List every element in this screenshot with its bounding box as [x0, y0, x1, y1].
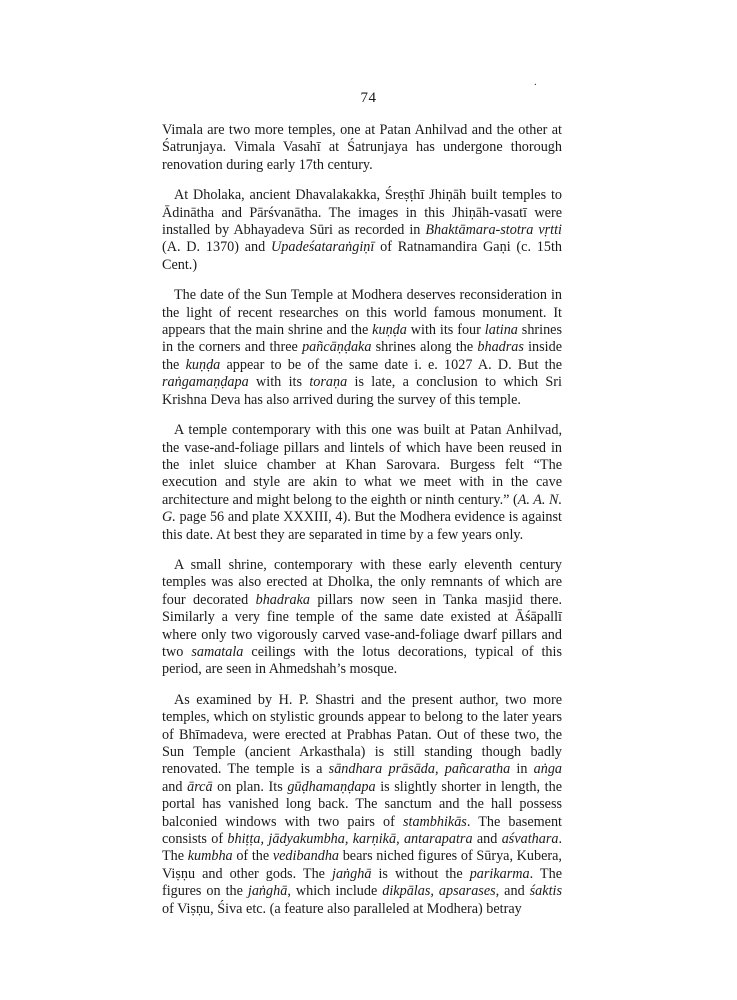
italic-term: pañcāṇḍaka: [302, 339, 372, 356]
italic-term: dikpālas, apsarases,: [382, 883, 500, 900]
italic-term: ārcā: [187, 778, 213, 795]
italic-term: kuṇḍa: [372, 322, 407, 339]
italic-term: bhadras: [477, 339, 524, 356]
italic-term: stambhikās: [402, 813, 467, 830]
italic-term: śaktis: [529, 883, 562, 900]
italic-term: aṅga: [533, 761, 562, 778]
paragraph: [162, 422, 562, 544]
italic-term: gūḍhamaṇḍapa: [287, 778, 376, 795]
italic-term: sāndhara prāsāda: [328, 761, 435, 778]
text-run: and: [472, 831, 502, 848]
italic-term: kuṇḍa: [185, 356, 221, 373]
text-run: . The: [162, 831, 562, 865]
text-run: A small shrine, contemporary with these early eleventh century temples was also erected at Dholka, the only remnants of which are four decorated: [162, 556, 562, 608]
italic-term: latina: [484, 322, 518, 339]
text-run: At Dholaka, ancient Dhavalakakka, Śreṣṭhī Jhiṇāh built temples to Ādinātha and Pārśvanātha. The images in this Jhiṇāh-vasatī were installed by Abhayadeva Sūri as recorded in: [162, 187, 562, 239]
text-run: ceilings with the lotus decorations, typical of this period, are seen in Ahmedshah’s mosque.: [162, 643, 562, 678]
text-run: is late, a conclusion to which Sri Krishna Deva has also arrived during the survey of this temple.: [162, 374, 562, 408]
text-run: is without the: [371, 865, 470, 882]
text-run: inside the: [162, 339, 563, 373]
text-run: , which include: [287, 883, 383, 900]
text-run: shrines along the: [371, 339, 478, 356]
text-run: . The basement consists of: [162, 813, 562, 848]
italic-term: jaṅghā: [247, 883, 288, 900]
italic-term: samatala: [191, 643, 244, 660]
italic-term: vedibandha: [272, 848, 340, 865]
text-run: of Viṣṇu, Śiva etc. (a feature also paralleled at Modhera) betray: [162, 900, 522, 917]
italic-term: Bhaktāmara-stotra vṛtti: [425, 222, 562, 239]
text-run: As examined by H. P. Shastri and the present author, two more temples, which on stylistic grounds appear to belong to the later years of Bhīmadeva, were erected at Prabhas Patan. Out of these two, the Sun Temple (ancient Arkasthala) is still standing though badly renovated. The temple is a: [162, 691, 562, 778]
italic-term: parikarma: [469, 865, 530, 882]
text-run: and: [162, 778, 188, 795]
paragraph: [162, 287, 562, 409]
italic-term: A. A. N. G.: [162, 491, 562, 526]
paragraph: [162, 122, 562, 174]
italic-term: aśvathara: [501, 831, 559, 848]
page-number: 74: [360, 90, 377, 106]
italic-term: bhadraka: [255, 591, 310, 608]
text-run: of the: [232, 848, 273, 865]
italic-term: jaṅghā: [332, 865, 372, 882]
text-run: shrines in the corners and three: [162, 322, 562, 356]
paragraph: [162, 692, 562, 918]
text-run: with its four: [406, 322, 485, 339]
text-run: ,: [435, 761, 445, 778]
text-run: bears niched figures of Sūrya, Kubera, Viṣṇu and other gods. The: [162, 848, 562, 882]
italic-term: kumbha: [187, 848, 233, 865]
text-run: Vimala are two more temples, one at Patan Anhilvad and the other at Śatrunjaya. Vimala Vasahī at Śatrunjaya has undergone thorough renovation during early 17th century.: [162, 122, 562, 173]
text-run: of Ratnamandira Gaṇi (c. 15th Cent.): [162, 239, 563, 273]
text-run: pillars now seen in Tanka masjid there. Similarly a very fine temple of the same date existed at Āśāpallī where only two vigorously carved vase-and-foliage dwarf pillars and two: [162, 591, 562, 660]
scan-mark: .: [534, 76, 537, 88]
text-run: The date of the Sun Temple at Modhera deserves reconsideration in the light of recent researches on this world famous monument. It appears that the main shrine and the: [162, 287, 562, 339]
italic-term: toraṇa: [309, 374, 348, 391]
paragraph: [162, 187, 562, 274]
text-run: with its: [248, 374, 310, 391]
text-run: appear to be of the same date i. e. 1027 A. D. But the: [220, 356, 562, 373]
text-run: (A. D. 1370) and: [162, 239, 272, 256]
italic-term: pañcaratha: [444, 761, 511, 778]
text-run: is slightly shorter in length, the portal has vanished long back. The sanctum and the hall possess balconied windows with two pairs of: [162, 778, 562, 830]
text-run: and: [499, 883, 530, 900]
text-run: A temple contemporary with this one was built at Patan Anhilvad, the vase-and-foliage pillars and lintels of which have been reused in the inlet sluice chamber at Khan Sarovara. Burgess felt “The execution and style are akin to what we meet with in the cave architecture and might belong to the eighth or ninth century.” (: [162, 422, 562, 508]
paragraph: [162, 557, 562, 679]
text-run: page 56 and plate XXXIII, 4). But the Modhera evidence is against this date. At best they are separated in time by a few years only.: [162, 509, 562, 543]
italic-term: Upadeśataraṅgiṇī: [271, 239, 375, 256]
text-run: . The figures on the: [162, 865, 562, 900]
text-run: on plan. Its: [212, 778, 288, 795]
body-text: [162, 122, 562, 931]
italic-term: bhiṭṭa, jādyakumbha, karṇikā, antarapatra: [227, 831, 473, 848]
text-run: in: [510, 761, 534, 778]
italic-term: raṅgamaṇḍapa: [162, 374, 249, 391]
